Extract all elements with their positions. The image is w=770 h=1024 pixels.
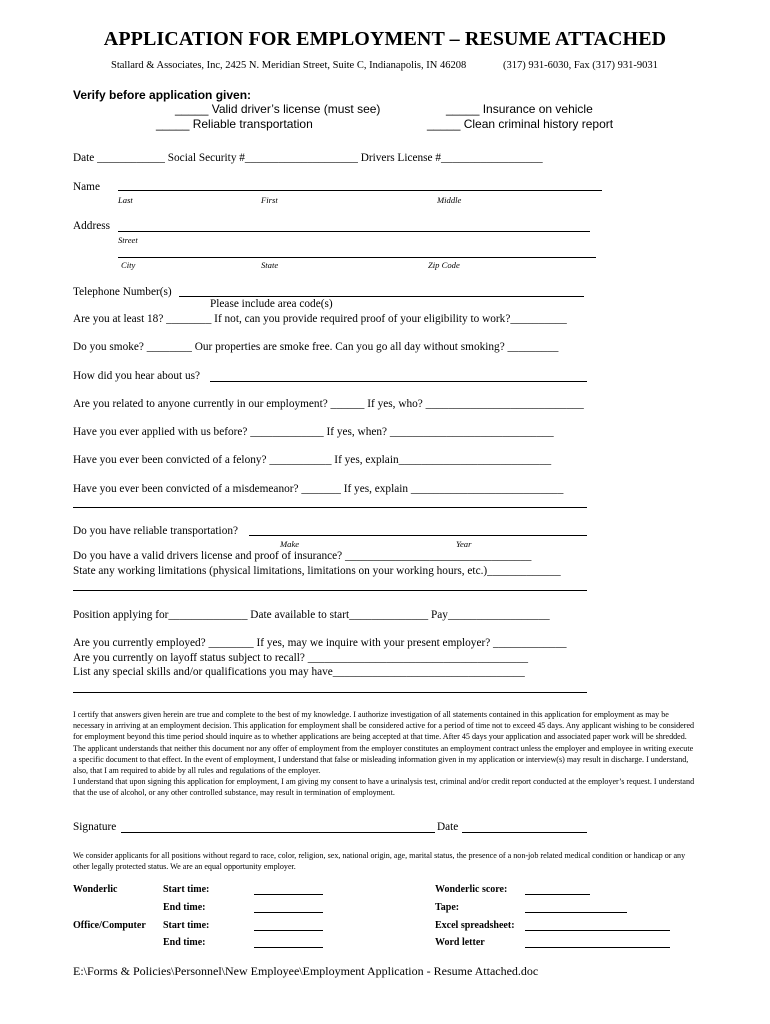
wonderlic-score-label: Wonderlic score: [435,884,508,895]
verify-insurance[interactable]: _____ Insurance on vehicle [446,102,593,116]
signature-date-field[interactable] [462,832,587,833]
signature-date-label: Date [437,821,459,833]
office-start-time-label: Start time: [163,920,210,931]
city-state-zip-field[interactable] [118,257,596,258]
question-layoff[interactable]: Are you currently on layoff status subject to recall? _______________________________________ [73,652,529,664]
question-limitations[interactable]: State any working limitations (physical limitations, limitations on your working hours, etc.)_____________ [73,565,561,577]
limitations-line[interactable] [73,590,587,591]
company-phone: (317) 931-6030, Fax (317) 931-9031 [503,60,658,71]
question-hear-about: How did you hear about us? [73,370,201,382]
verify-heading: Verify before application given: [73,88,252,102]
verify-license[interactable]: _____ Valid driver’s license (must see) [175,102,381,116]
name-field[interactable] [118,190,602,191]
tape-field[interactable] [525,912,627,913]
street-sub: Street [118,235,138,245]
telephone-label: Telephone Number(s) [73,286,172,298]
transport-sub-year: Year [456,539,472,549]
tape-label: Tape: [435,902,460,913]
question-transportation: Do you have reliable transportation? [73,525,239,537]
name-sub-middle: Middle [437,195,462,205]
question-misdemeanor[interactable]: Have you ever been convicted of a misdemeanor? _______ If yes, explain ___________________________ [73,483,564,495]
wonderlic-start-time-label: Start time: [163,884,210,895]
certification-text: I certify that answers given herein are true and complete to the best of my knowledge. I authorize investigation of all statements contained in this application for employment as may be necessary in arriving at an employment decision. This application for employment shall be considered active for a period of time not to exceed 45 days. Any applicant wishing to be considered for employment beyond this time period should inquire as to whether applications are being accepted at that time. After 45 days your application and associated paper work will be shredded. The applicant understands that neither this document nor any offer of employment from the employer constitutes an employment contract unless the employer and employee in writing execute a specific document to that effect. In the event of employment, I understand that false or misleading information given in my application or interview(s) may result in discharge. I understand, also, that I am required to abide by all rules and regulations of the employer. [73,710,695,776]
word-letter-field[interactable] [525,947,670,948]
wonderlic-end-time-label: End time: [163,902,206,913]
question-smoke[interactable]: Do you smoke? ________ Our properties are smoke free. Can you go all day without smoking? _________ [73,341,559,353]
telephone-field[interactable] [179,296,584,297]
name-sub-first: First [261,195,278,205]
area-code-note: Please include area code(s) [210,298,333,310]
date-ssn-license-row[interactable]: Date ____________ Social Security #____________________ Drivers License #__________________ [73,152,543,164]
name-sub-last: Last [118,195,133,205]
company-address: Stallard & Associates, Inc, 2425 N. Meridian Street, Suite C, Indianapolis, IN 46208 [111,60,467,71]
address-sub-city: City [121,260,136,270]
wonderlic-end-time-field[interactable] [254,912,323,913]
misdemeanor-explain-line[interactable] [73,507,587,508]
question-applied-before[interactable]: Have you ever applied with us before? _____________ If yes, when? _____________________________ [73,426,554,438]
urinalysis-consent-text: I understand that upon signing this application for employment, I am giving my consent to have a urinalysis test, criminal and/or credit report conducted at the employer’s request. I understand that the use of alcohol, or any other controlled substance, may result in termination of employment. [73,777,695,798]
address-sub-state: State [261,260,279,270]
excel-spreadsheet-field[interactable] [525,930,670,931]
word-letter-label: Word letter [435,937,485,948]
office-end-time-field[interactable] [254,947,323,948]
signature-field[interactable] [121,832,435,833]
name-label: Name [73,181,100,193]
address-sub-zip: Zip Code [428,260,460,270]
excel-spreadsheet-label: Excel spreadsheet: [435,920,515,931]
question-age[interactable]: Are you at least 18? ________ If not, can you provide required proof of your eligibility to work?__________ [73,313,567,325]
transport-sub-make: Make [280,539,300,549]
question-insurance[interactable]: Do you have a valid drivers license and proof of insurance? _________________________________ [73,550,532,562]
office-start-time-field[interactable] [254,930,323,931]
document-file-path: E:\Forms & Policies\Personnel\New Employee\Employment Application - Resume Attached.doc [73,964,539,978]
office-computer-label: Office/Computer [73,920,146,931]
verify-transportation[interactable]: _____ Reliable transportation [156,117,313,131]
street-field[interactable] [118,231,590,232]
wonderlic-start-time-field[interactable] [254,894,323,895]
signature-label: Signature [73,821,117,833]
skills-line[interactable] [73,692,587,693]
transportation-field[interactable] [249,535,587,536]
wonderlic-score-field[interactable] [525,894,590,895]
question-felony[interactable]: Have you ever been convicted of a felony? ___________ If yes, explain___________________________ [73,454,552,466]
question-related[interactable]: Are you related to anyone currently in our employment? ______ If yes, who? ____________________________ [73,398,584,410]
verify-criminal-history[interactable]: _____ Clean criminal history report [427,117,614,131]
eeo-statement: We consider applicants for all positions without regard to race, color, religion, sex, national origin, age, marital status, the presence of a non-job related medical condition or handicap or any other legally protected status. We are an equal opportunity employer. [73,851,686,872]
question-employed[interactable]: Are you currently employed? ________ If yes, may we inquire with your present employer? _____________ [73,637,567,649]
office-end-time-label: End time: [163,937,206,948]
position-row[interactable]: Position applying for______________ Date available to start______________ Pay__________________ [73,609,550,621]
question-skills[interactable]: List any special skills and/or qualifications you may have__________________________________ [73,666,525,678]
address-label: Address [73,220,111,232]
hear-about-field[interactable] [210,381,587,382]
page-title: APPLICATION FOR EMPLOYMENT – RESUME ATTACHED [103,28,667,50]
wonderlic-label: Wonderlic [73,884,118,895]
